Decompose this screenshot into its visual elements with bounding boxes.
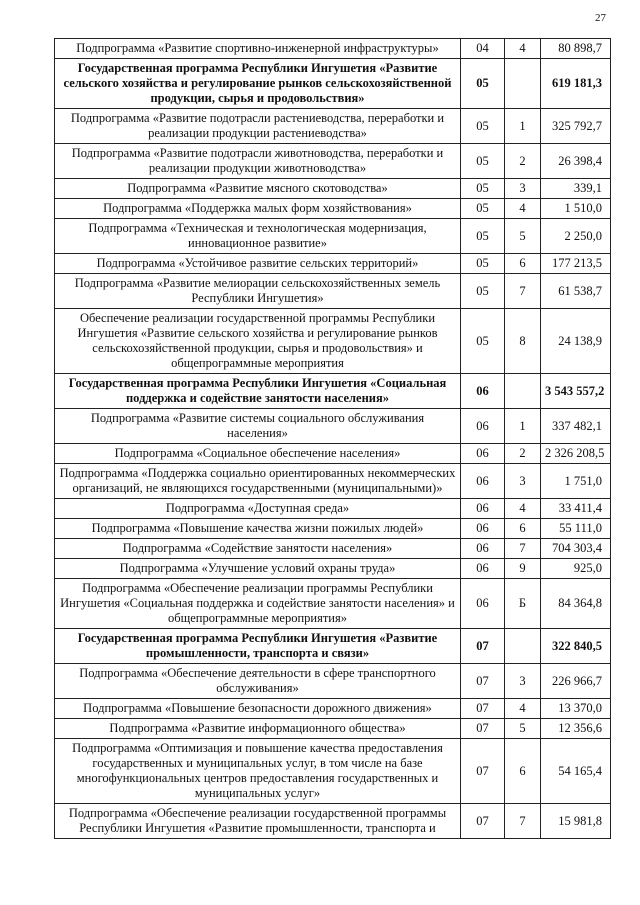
subprogram-code-cell: 5 xyxy=(505,219,541,254)
program-row xyxy=(55,59,611,109)
subprogram-row xyxy=(55,219,611,254)
program-name-cell: Подпрограмма «Оптимизация и повышение качества предоставления государственных и муниципальных услуг, в том числе на базе многофункциональных центров предоставления государственных и муниципальных услуг» xyxy=(55,739,461,804)
subprogram-row xyxy=(55,499,611,519)
program-code-cell: 06 xyxy=(461,559,505,579)
subprogram-code-cell: 6 xyxy=(505,739,541,804)
amount-cell: 2 326 208,5 xyxy=(541,444,611,464)
subprogram-code-cell: 6 xyxy=(505,519,541,539)
amount-cell: 54 165,4 xyxy=(541,739,611,804)
amount-cell: 322 840,5 xyxy=(541,629,611,664)
program-name-cell: Подпрограмма «Развитие подотрасли животноводства, переработки и реализации продукции животноводства» xyxy=(55,144,461,179)
program-code-cell: 06 xyxy=(461,579,505,629)
program-name-cell: Подпрограмма «Устойчивое развитие сельских территорий» xyxy=(55,254,461,274)
program-name-cell: Подпрограмма «Доступная среда» xyxy=(55,499,461,519)
program-code-cell: 06 xyxy=(461,499,505,519)
amount-cell: 13 370,0 xyxy=(541,699,611,719)
amount-cell: 80 898,7 xyxy=(541,39,611,59)
program-name-cell: Обеспечение реализации государственной программы Республики Ингушетия «Развитие сельского хозяйства и регулирование рынков сельскохозяйственной продукции, сырья и продовольствия» и общепрограммные мероприятия xyxy=(55,309,461,374)
amount-cell: 15 981,8 xyxy=(541,804,611,839)
subprogram-code-cell: 7 xyxy=(505,804,541,839)
program-code-cell: 05 xyxy=(461,144,505,179)
subprogram-row xyxy=(55,254,611,274)
amount-cell: 33 411,4 xyxy=(541,499,611,519)
amount-cell: 325 792,7 xyxy=(541,109,611,144)
program-name-cell: Подпрограмма «Повышение безопасности дорожного движения» xyxy=(55,699,461,719)
program-name-cell: Подпрограмма «Развитие мясного скотоводства» xyxy=(55,179,461,199)
amount-cell: 337 482,1 xyxy=(541,409,611,444)
subprogram-row xyxy=(55,699,611,719)
subprogram-code-cell: 7 xyxy=(505,274,541,309)
subprogram-row xyxy=(55,804,611,839)
subprogram-row xyxy=(55,179,611,199)
program-name-cell: Подпрограмма «Содействие занятости населения» xyxy=(55,539,461,559)
subprogram-row xyxy=(55,39,611,59)
program-code-cell: 05 xyxy=(461,219,505,254)
budget-table xyxy=(54,38,611,839)
subprogram-row xyxy=(55,144,611,179)
program-code-cell: 05 xyxy=(461,254,505,274)
subprogram-code-cell: 3 xyxy=(505,464,541,499)
subprogram-code-cell: 4 xyxy=(505,699,541,719)
program-code-cell: 05 xyxy=(461,179,505,199)
subprogram-code-cell: 4 xyxy=(505,199,541,219)
subprogram-row xyxy=(55,109,611,144)
program-name-cell: Подпрограмма «Улучшение условий охраны труда» xyxy=(55,559,461,579)
program-name-cell: Государственная программа Республики Ингушетия «Социальная поддержка и содействие занятости населения» xyxy=(55,374,461,409)
subprogram-row xyxy=(55,444,611,464)
program-name-cell: Государственная программа Республики Ингушетия «Развитие промышленности, транспорта и связи» xyxy=(55,629,461,664)
program-code-cell: 07 xyxy=(461,664,505,699)
subprogram-code-cell: 3 xyxy=(505,179,541,199)
subprogram-code-cell: 9 xyxy=(505,559,541,579)
amount-cell: 226 966,7 xyxy=(541,664,611,699)
program-name-cell: Подпрограмма «Повышение качества жизни пожилых людей» xyxy=(55,519,461,539)
program-code-cell: 06 xyxy=(461,539,505,559)
subprogram-code-cell: 7 xyxy=(505,539,541,559)
amount-cell: 12 356,6 xyxy=(541,719,611,739)
subprogram-row xyxy=(55,464,611,499)
program-name-cell: Подпрограмма «Поддержка малых форм хозяйствования» xyxy=(55,199,461,219)
program-code-cell: 05 xyxy=(461,109,505,144)
amount-cell: 26 398,4 xyxy=(541,144,611,179)
program-code-cell: 06 xyxy=(461,519,505,539)
subprogram-code-cell: 1 xyxy=(505,109,541,144)
budget-table-body xyxy=(55,39,611,839)
subprogram-row xyxy=(55,409,611,444)
program-code-cell: 06 xyxy=(461,444,505,464)
program-code-cell: 07 xyxy=(461,719,505,739)
subprogram-code-cell: Б xyxy=(505,579,541,629)
amount-cell: 704 303,4 xyxy=(541,539,611,559)
program-name-cell: Подпрограмма «Обеспечение реализации государственной программы Республики Ингушетия «Развитие промышленности, транспорта и xyxy=(55,804,461,839)
amount-cell: 2 250,0 xyxy=(541,219,611,254)
amount-cell: 24 138,9 xyxy=(541,309,611,374)
program-name-cell: Подпрограмма «Обеспечение деятельности в сфере транспортного обслуживания» xyxy=(55,664,461,699)
program-code-cell: 07 xyxy=(461,804,505,839)
subprogram-code-cell: 8 xyxy=(505,309,541,374)
amount-cell: 1 751,0 xyxy=(541,464,611,499)
amount-cell: 3 543 557,2 xyxy=(541,374,611,409)
amount-cell: 84 364,8 xyxy=(541,579,611,629)
program-code-cell: 06 xyxy=(461,464,505,499)
subprogram-code-cell: 4 xyxy=(505,39,541,59)
amount-cell: 1 510,0 xyxy=(541,199,611,219)
program-code-cell: 05 xyxy=(461,274,505,309)
amount-cell: 61 538,7 xyxy=(541,274,611,309)
program-name-cell: Подпрограмма «Развитие системы социального обслуживания населения» xyxy=(55,409,461,444)
amount-cell: 339,1 xyxy=(541,179,611,199)
program-name-cell: Подпрограмма «Социальное обеспечение населения» xyxy=(55,444,461,464)
subprogram-code-cell: 4 xyxy=(505,499,541,519)
subprogram-row xyxy=(55,274,611,309)
subprogram-code-cell xyxy=(505,374,541,409)
subprogram-row xyxy=(55,539,611,559)
subprogram-row xyxy=(55,719,611,739)
program-code-cell: 06 xyxy=(461,409,505,444)
program-name-cell: Подпрограмма «Техническая и технологическая модернизация, инновационное развитие» xyxy=(55,219,461,254)
program-code-cell: 06 xyxy=(461,374,505,409)
subprogram-code-cell: 1 xyxy=(505,409,541,444)
program-code-cell: 05 xyxy=(461,309,505,374)
subprogram-row xyxy=(55,579,611,629)
subprogram-code-cell: 2 xyxy=(505,444,541,464)
subprogram-row xyxy=(55,199,611,219)
amount-cell: 619 181,3 xyxy=(541,59,611,109)
program-code-cell: 05 xyxy=(461,59,505,109)
program-code-cell: 07 xyxy=(461,629,505,664)
page-number: 27 xyxy=(595,12,606,24)
subprogram-code-cell: 5 xyxy=(505,719,541,739)
subprogram-row xyxy=(55,519,611,539)
amount-cell: 925,0 xyxy=(541,559,611,579)
program-code-cell: 04 xyxy=(461,39,505,59)
subprogram-row xyxy=(55,664,611,699)
subprogram-code-cell xyxy=(505,629,541,664)
program-code-cell: 05 xyxy=(461,199,505,219)
program-name-cell: Подпрограмма «Развитие мелиорации сельскохозяйственных земель Республики Ингушетия» xyxy=(55,274,461,309)
subprogram-row xyxy=(55,559,611,579)
program-name-cell: Подпрограмма «Обеспечение реализации программы Республики Ингушетия «Социальная поддержка и содействие занятости населения» и общепрограммные мероприятия» xyxy=(55,579,461,629)
program-name-cell: Подпрограмма «Развитие информационного общества» xyxy=(55,719,461,739)
amount-cell: 177 213,5 xyxy=(541,254,611,274)
subprogram-code-cell xyxy=(505,59,541,109)
program-name-cell: Подпрограмма «Развитие спортивно-инженерной инфраструктуры» xyxy=(55,39,461,59)
subprogram-code-cell: 6 xyxy=(505,254,541,274)
program-code-cell: 07 xyxy=(461,699,505,719)
program-row xyxy=(55,374,611,409)
program-name-cell: Подпрограмма «Поддержка социально ориентированных некоммерческих организаций, не являющихся государственными (муниципальными)» xyxy=(55,464,461,499)
program-name-cell: Государственная программа Республики Ингушетия «Развитие сельского хозяйства и регулирование рынков сельскохозяйственной продукции, сырья и продовольствия» xyxy=(55,59,461,109)
subprogram-code-cell: 3 xyxy=(505,664,541,699)
subprogram-code-cell: 2 xyxy=(505,144,541,179)
amount-cell: 55 111,0 xyxy=(541,519,611,539)
subprogram-row xyxy=(55,309,611,374)
program-name-cell: Подпрограмма «Развитие подотрасли растениеводства, переработки и реализации продукции растениеводства» xyxy=(55,109,461,144)
program-row xyxy=(55,629,611,664)
program-code-cell: 07 xyxy=(461,739,505,804)
subprogram-row xyxy=(55,739,611,804)
